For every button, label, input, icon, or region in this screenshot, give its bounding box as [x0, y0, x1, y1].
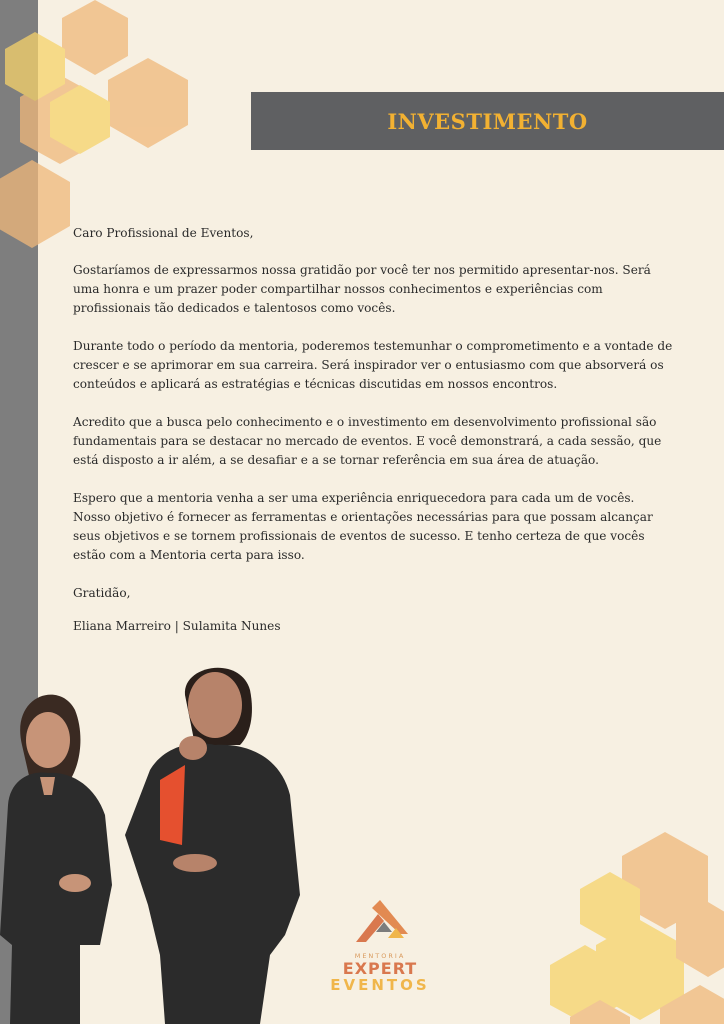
logo-line-eventos: EVENTOS	[330, 976, 430, 994]
letter-signature: Eliana Marreiro | Sulamita Nunes	[73, 619, 281, 633]
hex-shape	[622, 832, 708, 929]
letter-paragraph: Acredito que a busca pelo conhecimento e o investimento em desenvolvimento profissional são fundamentais para se destacar no mercado de eventos. E você demonstrará, a cada sessão, que está disposto a ir além, a se desafiar e a se tornar referência em sua área de atuação.	[73, 415, 662, 467]
page-title: INVESTIMENTO	[387, 108, 588, 134]
letter-paragraph: Espero que a mentoria venha a ser uma experiência enriquecedora para cada um de vocês. Nosso objetivo é fornecer as ferramentas e orientações necessárias para que possam alcançar seus objetivos e se tornem profissionais de eventos de sucesso. E tenho certeza de que vocês estão com a Mentoria certa para isso.	[73, 491, 653, 562]
brand-logo	[330, 898, 430, 1008]
hex-shape	[660, 985, 724, 1024]
letter-paragraph: Gostaríamos de expressarmos nossa gratidão por você ter nos permitido apresentar-nos. Será uma honra e um prazer poder compartilhar nossos conhecimentos e experiências com profissionais tão dedicados e talentosos como vocês.	[73, 263, 651, 315]
hex-shape	[596, 920, 684, 1020]
hex-shape	[50, 85, 110, 154]
hex-shape	[108, 58, 188, 148]
hex-shape	[676, 902, 724, 977]
mentor-left-figure	[0, 695, 112, 1024]
logo-small-text: MENTORIA	[354, 952, 406, 960]
roof-logo-icon	[348, 898, 412, 944]
hex-shape	[550, 945, 620, 1024]
hex-shape	[570, 1000, 630, 1024]
letter-salutation: Caro Profissional de Eventos,	[73, 226, 254, 240]
logo-line-expert: EXPERT	[342, 959, 418, 978]
letter-paragraph: Durante todo o período da mentoria, poderemos testemunhar o comprometimento e a vontade de crescer e se aprimorar em sua carreira. Será inspirador ver o entusiasmo com que absorverá os conteúdos e aplicará as estratégias e técnicas discutidas em nossos encontros.	[73, 339, 673, 391]
hex-shape	[580, 872, 640, 941]
letter-body	[73, 224, 673, 636]
hex-shape	[62, 0, 128, 75]
mentors-photo	[0, 655, 310, 1024]
title-banner	[251, 92, 724, 150]
letter-closing: Gratidão,	[73, 586, 131, 600]
mentor-right-figure	[125, 668, 300, 1024]
